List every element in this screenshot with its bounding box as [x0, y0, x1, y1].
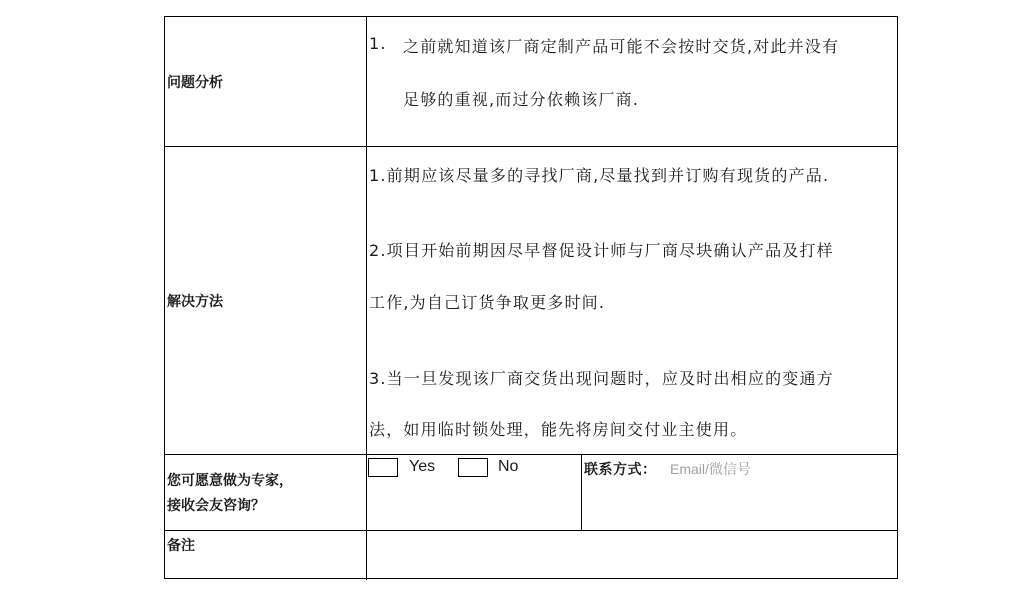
- problem-analysis-label: 问题分析: [165, 17, 367, 146]
- contact-method-label: 联系方式：: [584, 462, 657, 478]
- solution-line-2: 2.项目开始前期因尽早督促设计师与厂商尽块确认产品及打样: [369, 241, 834, 260]
- contact-method-input[interactable]: [670, 458, 850, 480]
- solution-line-5: 法，如用临时锁处理，能先将房间交付业主使用。: [369, 420, 748, 439]
- solution-line-1: 1.前期应该尽量多的寻找厂商,尽量找到并订购有现货的产品.: [369, 166, 830, 185]
- problem-analysis-content: [367, 17, 897, 146]
- yes-label: Yes: [409, 458, 436, 475]
- yes-checkbox[interactable]: [368, 458, 398, 477]
- problem-analysis-row: [165, 17, 897, 147]
- consult-label: [165, 455, 367, 530]
- notes-row: [165, 531, 897, 580]
- consult-label-line-1: 您可愿意做为专家，: [167, 473, 293, 489]
- no-checkbox[interactable]: [458, 458, 488, 477]
- consult-row: [165, 455, 897, 531]
- solution-row: [165, 147, 897, 455]
- list-item-number: 1.: [369, 34, 387, 53]
- solution-content: [367, 147, 897, 454]
- notes-field[interactable]: [367, 531, 897, 580]
- consult-label-line-2: 接收会友咨询？: [167, 498, 265, 514]
- solution-line-4: 3.当一旦发现该厂商交货出现问题时，应及时出相应的变通方: [369, 369, 834, 388]
- expert-feedback-form-table: [164, 16, 898, 579]
- solution-line-3: 工作,为自己订货争取更多时间.: [369, 293, 606, 312]
- analysis-line-1: 之前就知道该厂商定制产品可能不会按时交货,对此并没有: [403, 37, 840, 56]
- analysis-line-2: 足够的重视,而过分依赖该厂商.: [403, 90, 640, 109]
- solution-label: 解决方法: [165, 147, 367, 454]
- consult-content: [367, 455, 897, 530]
- no-label: No: [498, 458, 519, 475]
- notes-label: 备注: [165, 531, 367, 580]
- yes-no-options: [367, 455, 582, 530]
